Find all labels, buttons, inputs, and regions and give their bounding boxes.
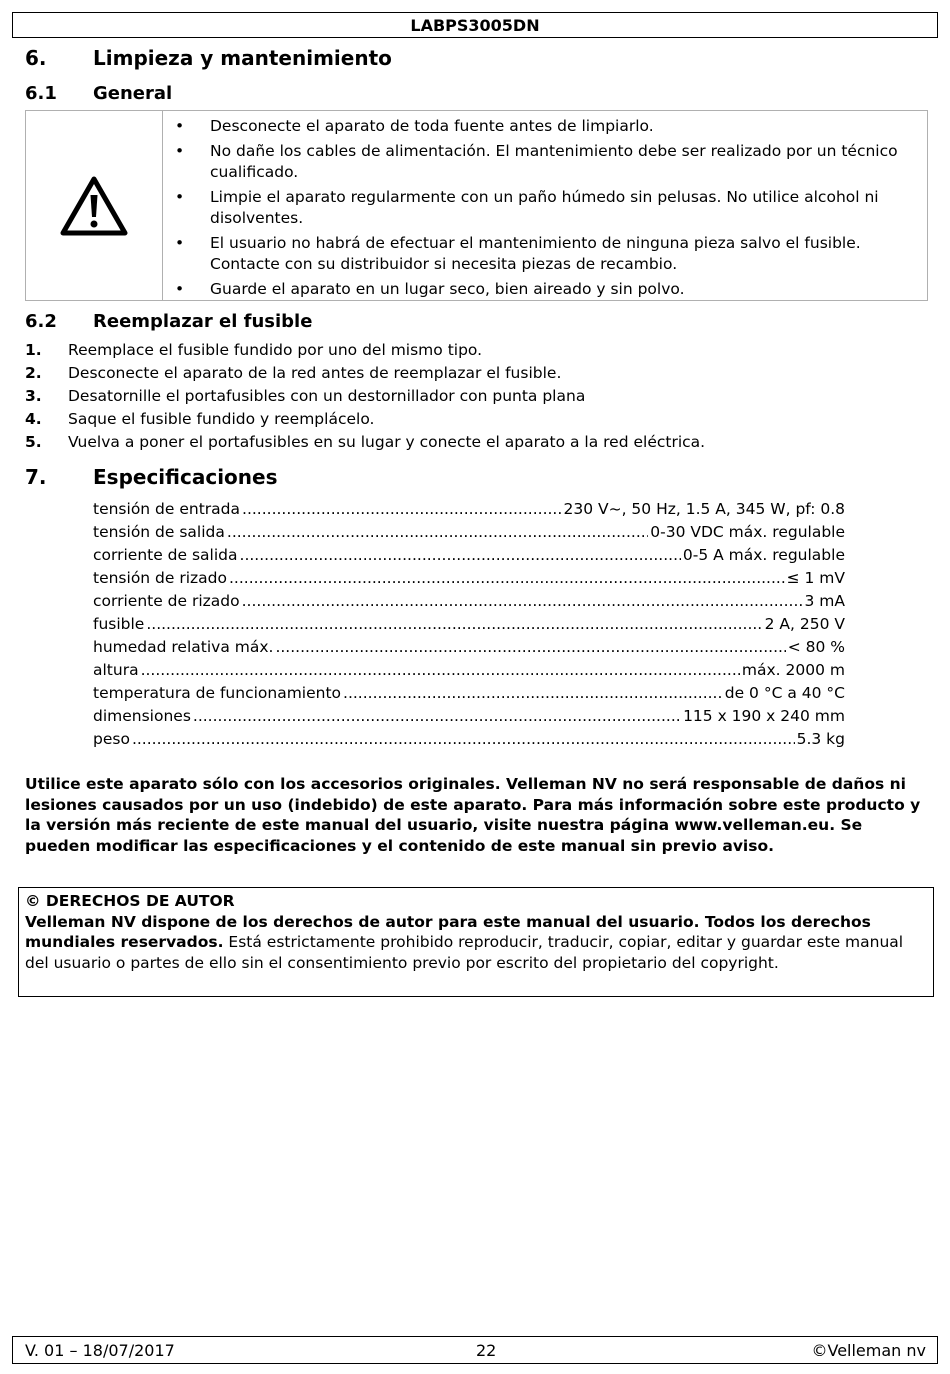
copyright-heading: © DERECHOS DE AUTOR — [25, 892, 235, 910]
spec-row: altura ..... máx. 2000 m — [93, 659, 845, 682]
version-date: V. 01 – 18/07/2017 — [25, 1341, 175, 1360]
spec-row: corriente de salida ..... 0-5 A máx. regulable — [93, 544, 845, 567]
fuse-steps-list — [25, 339, 925, 454]
section-6-number: 6. — [25, 46, 47, 70]
section-6-1-number: 6.1 — [25, 83, 57, 104]
section-6-2-heading — [25, 311, 312, 332]
warning-icon-cell — [26, 111, 163, 300]
section-6-heading — [25, 46, 392, 70]
section-6-2-number: 6.2 — [25, 311, 57, 332]
warning-triangle-icon — [59, 175, 129, 237]
page-footer — [12, 1336, 938, 1364]
list-item: 3. Desatornille el portafusibles con un destornillador con punta plana — [25, 387, 586, 405]
list-item: • Guarde el aparato en un lugar seco, bien aireado y sin polvo. — [175, 280, 685, 298]
general-warning-box — [25, 110, 928, 301]
spec-row: humedad relativa máx. ..... < 80 % — [93, 636, 845, 659]
model-number: LABPS3005DN — [410, 16, 540, 35]
list-item: 1. Reemplace el fusible fundido por uno del mismo tipo. — [25, 341, 483, 359]
section-6-1-title: General — [93, 83, 173, 104]
page-number: 22 — [476, 1341, 497, 1360]
spec-row: corriente de rizado ..... 3 mA — [93, 590, 845, 613]
section-7-title: Especificaciones — [93, 465, 278, 489]
page-header — [12, 12, 938, 38]
spec-row: fusible ..... 2 A, 250 V — [93, 613, 845, 636]
list-item: • No dañe los cables de alimentación. El mantenimiento debe ser realizado por un técnico cualificado. — [175, 142, 898, 181]
list-item: 4. Saque el fusible fundido y reemplácelo. — [25, 410, 375, 428]
section-6-2-title: Reemplazar el fusible — [93, 311, 313, 332]
general-bullet-list — [163, 111, 927, 300]
spec-row: tensión de rizado ..... ≤ 1 mV — [93, 567, 845, 590]
section-6-title: Limpieza y mantenimiento — [93, 46, 392, 70]
spec-row: dimensiones ..... 115 x 190 x 240 mm — [93, 705, 845, 728]
list-item: • Desconecte el aparato de toda fuente antes de limpiarlo. — [175, 117, 654, 135]
copyright-body: Velleman NV dispone de los derechos de autor para este manual del usuario. Todos los derechos mundiales reservados. Está estrictamente prohibido reproducir, traducir, copiar, editar y guardar este manual del usuario o partes de ello sin el consentimiento previo por escrito del propietario del copyright. — [25, 912, 904, 972]
spec-row: temperatura de funcionamiento ..... de 0 °C a 40 °C — [93, 682, 845, 705]
copyright-brand: ©Velleman nv — [811, 1341, 926, 1360]
spec-row: tensión de salida ..... 0-30 VDC máx. regulable — [93, 521, 845, 544]
list-item: • El usuario no habrá de efectuar el mantenimiento de ninguna pieza salvo el fusible. Contacte con su distribuidor si necesita piezas de recambio. — [175, 234, 861, 273]
copyright-box — [18, 887, 934, 997]
list-item: 5. Vuelva a poner el portafusibles en su lugar y conecte el aparato a la red eléctrica. — [25, 433, 706, 451]
section-7-heading — [25, 465, 278, 489]
section-6-1-heading — [25, 83, 172, 104]
spec-row: peso ..... 5.3 kg — [93, 728, 845, 751]
list-item: • Limpie el aparato regularmente con un paño húmedo sin pelusas. No utilice alcohol ni disolventes. — [175, 188, 879, 227]
list-item: 2. Desconecte el aparato de la red antes de reemplazar el fusible. — [25, 364, 562, 382]
specifications-list — [93, 498, 845, 751]
section-7-number: 7. — [25, 465, 47, 489]
usage-notice: Utilice este aparato sólo con los accesorios originales. Velleman NV no será responsable de daños ni lesiones causados por un uso (indebido) de este aparato. Para más información sobre este producto y la versión más reciente de este manual del usuario, visite nuestra página www.velleman.eu. Se pueden modificar las especificaciones y el contenido de este manual sin previo aviso. — [25, 775, 921, 855]
spec-row: tensión de entrada ..... 230 V~, 50 Hz, 1.5 A, 345 W, pf: 0.8 — [93, 498, 845, 521]
